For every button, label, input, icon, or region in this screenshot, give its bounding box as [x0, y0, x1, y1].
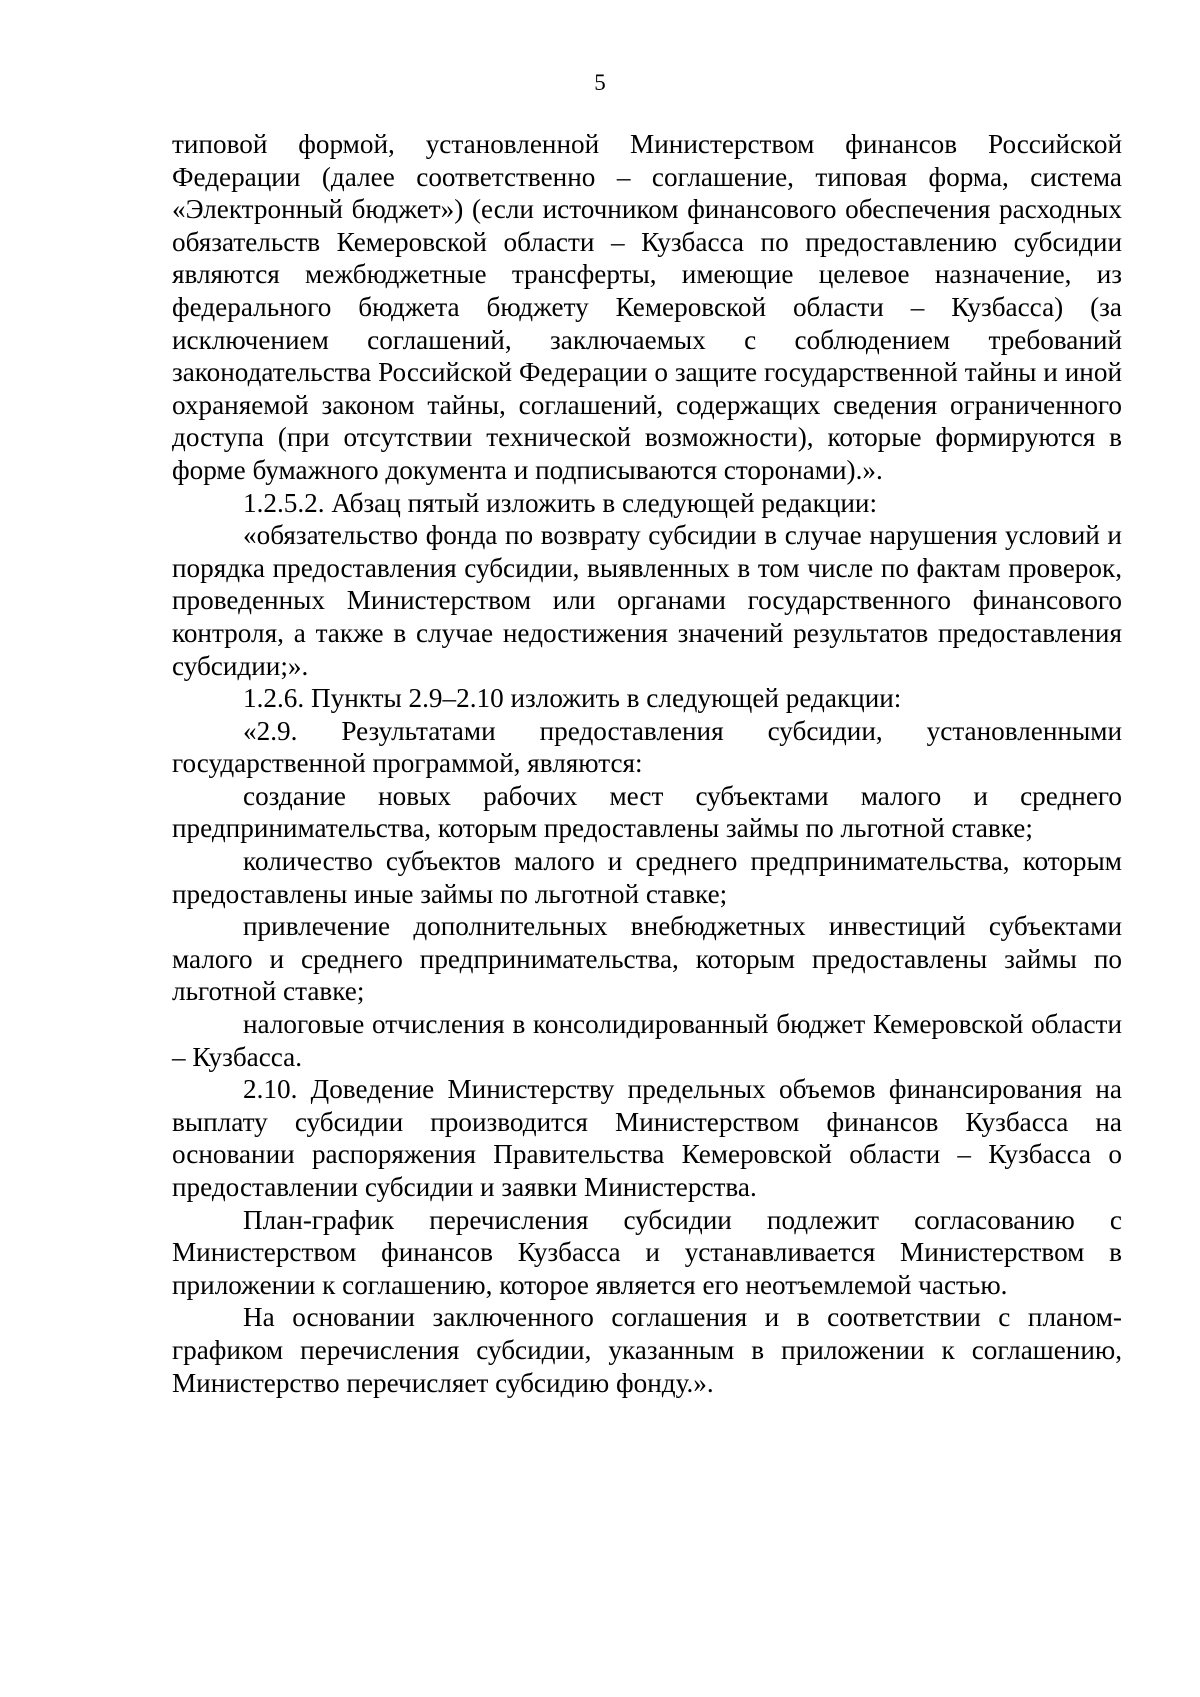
document-body — [172, 128, 1122, 1399]
paragraph-item-2-10: 2.10. Доведение Министерству предельных объемов финансирования на выплату субсидии производится Министерством финансов Кузбасса на основании распоряжения Правительства Кемеровской области – Кузбасса о предоставлении субсидии и заявки Министерства. — [172, 1074, 1122, 1202]
paragraph-item-2-9: «2.9. Результатами предоставления субсидии, установленными государственной программой, являются: — [172, 715, 1122, 779]
paragraph-result-investments: привлечение дополнительных внебюджетных инвестиций субъектами малого и среднего предпринимательства, которым предоставлены займы по льготной ставке; — [172, 911, 1122, 1007]
paragraph-result-taxes: налоговые отчисления в консолидированный бюджет Кемеровской области – Кузбасса. — [172, 1009, 1122, 1072]
paragraph-quote-obligation: «обязательство фонда по возврату субсидии в случае нарушения условий и порядка предоставления субсидии, выявленных в том числе по фактам проверок, проведенных Министерством или органами государственного финансового контроля, а также в случае недостижения значений результатов предоставления субсидии;». — [172, 520, 1122, 681]
paragraph-transfer: На основании заключенного соглашения и в соответствии с планом-графиком перечисления субсидии, указанным в приложении к соглашению, Министерство перечисляет субсидию фонду.». — [172, 1302, 1122, 1398]
paragraph-item-1-2-6: 1.2.6. Пункты 2.9–2.10 изложить в следующей редакции: — [243, 683, 902, 714]
page-number: 5 — [594, 70, 606, 95]
paragraph-result-count: количество субъектов малого и среднего предпринимательства, которым предоставлены иные займы по льготной ставке; — [172, 846, 1122, 909]
paragraph-continuation: типовой формой, установленной Министерством финансов Российской Федерации (далее соответственно – соглашение, типовая форма, система «Электронный бюджет») (если источником финансового обеспечения расходных обязательств Кемеровской области – Кузбасса по предоставлению субсидии являются межбюджетные трансферты, имеющие целевое назначение, из федерального бюджета бюджету Кемеровской области – Кузбасса) (за исключением соглашений, заключаемых с соблюдением требований законодательства Российской Федерации о защите государственной тайны и иной охраняемой законом тайны, соглашений, содержащих сведения ограниченного доступа (при отсутствии технической возможности), которые формируются в форме бумажного документа и подписываются сторонами).». — [172, 129, 1122, 485]
paragraph-item-1-2-5-2: 1.2.5.2. Абзац пятый изложить в следующей редакции: — [243, 487, 878, 518]
paragraph-schedule: План-график перечисления субсидии подлежит согласованию с Министерством финансов Кузбасса и устанавливается Министерством в приложении к соглашению, которое является его неотъемлемой частью. — [172, 1204, 1122, 1300]
paragraph-result-jobs: создание новых рабочих мест субъектами малого и среднего предпринимательства, которым предоставлены займы по льготной ставке; — [172, 780, 1122, 844]
